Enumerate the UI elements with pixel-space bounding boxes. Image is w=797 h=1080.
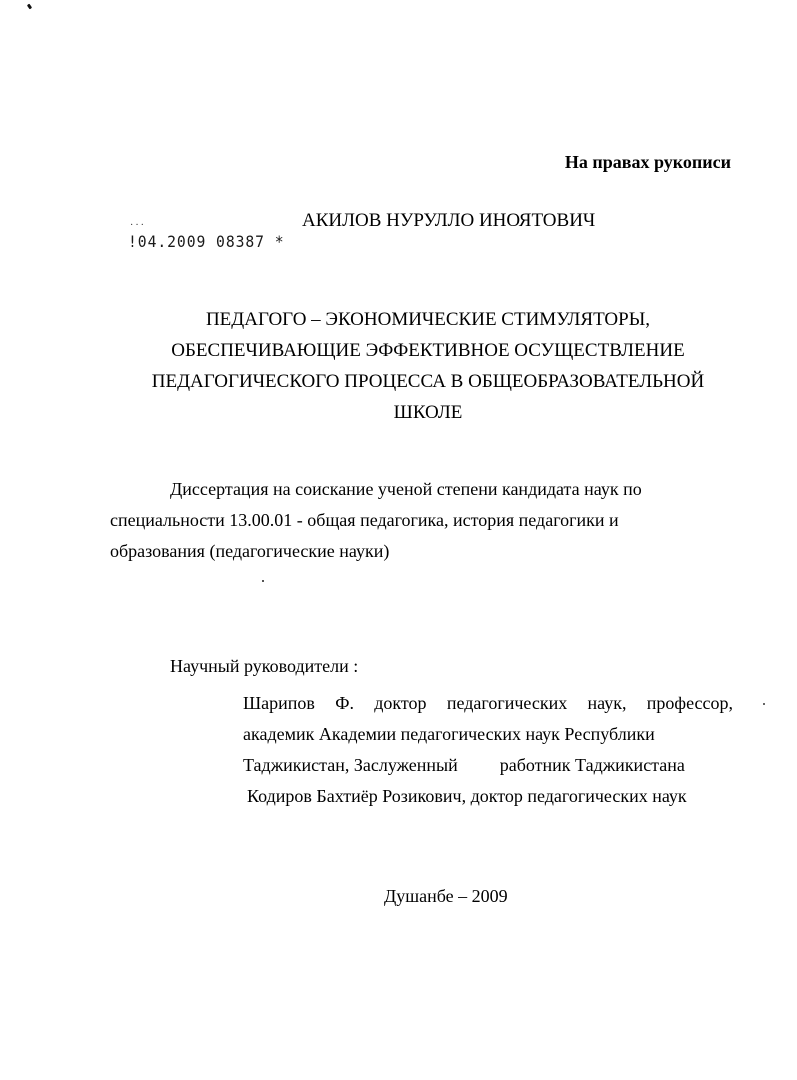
stamp-dots: ··· <box>130 220 146 231</box>
title-line: ПЕДАГОГИЧЕСКОГО ПРОЦЕССА В ОБЩЕОБРАЗОВАТЕЛЬНОЙ <box>151 371 705 392</box>
dissertation-description <box>110 474 710 567</box>
stamp-prefix: ! <box>128 232 138 251</box>
scan-dot <box>763 703 765 705</box>
city-year: Душанбе – 2009 <box>384 886 508 906</box>
supervisor-line-part: работник Таджикистана <box>499 755 685 775</box>
supervisor-line: Кодиров Бахтиёр Розикович, доктор педагогических наук <box>247 786 687 806</box>
supervisors-label: Научный руководители : <box>170 656 359 676</box>
supervisor-line: академик Академии педагогических наук Республики <box>243 724 655 744</box>
author-name: АКИЛОВ НУРУЛЛО ИНОЯТОВИЧ <box>302 210 596 231</box>
title-line: ОБЕСПЕЧИВАЮЩИЕ ЭФФЕКТИВНОЕ ОСУЩЕСТВЛЕНИЕ <box>171 340 685 361</box>
supervisor-line <box>243 750 733 781</box>
supervisors-list <box>243 688 733 812</box>
supervisor-line: Шарипов Ф. доктор педагогических наук, профессор, <box>243 693 733 713</box>
scan-dot <box>262 580 264 582</box>
dissertation-title <box>110 304 746 428</box>
description-line: специальности 13.00.01 - общая педагогика, история педагогики и <box>110 510 619 530</box>
registration-stamp <box>128 232 285 251</box>
description-line: Диссертация на соискание ученой степени кандидата наук по <box>170 479 642 499</box>
supervisor-line-part: Таджикистан, Заслуженный <box>243 755 458 775</box>
title-line: ШКОЛЕ <box>393 402 463 423</box>
stamp-suffix: * <box>274 232 285 251</box>
stamp-number: 04.2009 08387 <box>137 232 265 251</box>
scan-speck <box>27 4 32 10</box>
rights-note: На правах рукописи <box>564 152 731 172</box>
description-line: образования (педагогические науки) <box>110 541 390 561</box>
title-line: ПЕДАГОГО – ЭКОНОМИЧЕСКИЕ СТИМУЛЯТОРЫ, <box>205 309 651 330</box>
